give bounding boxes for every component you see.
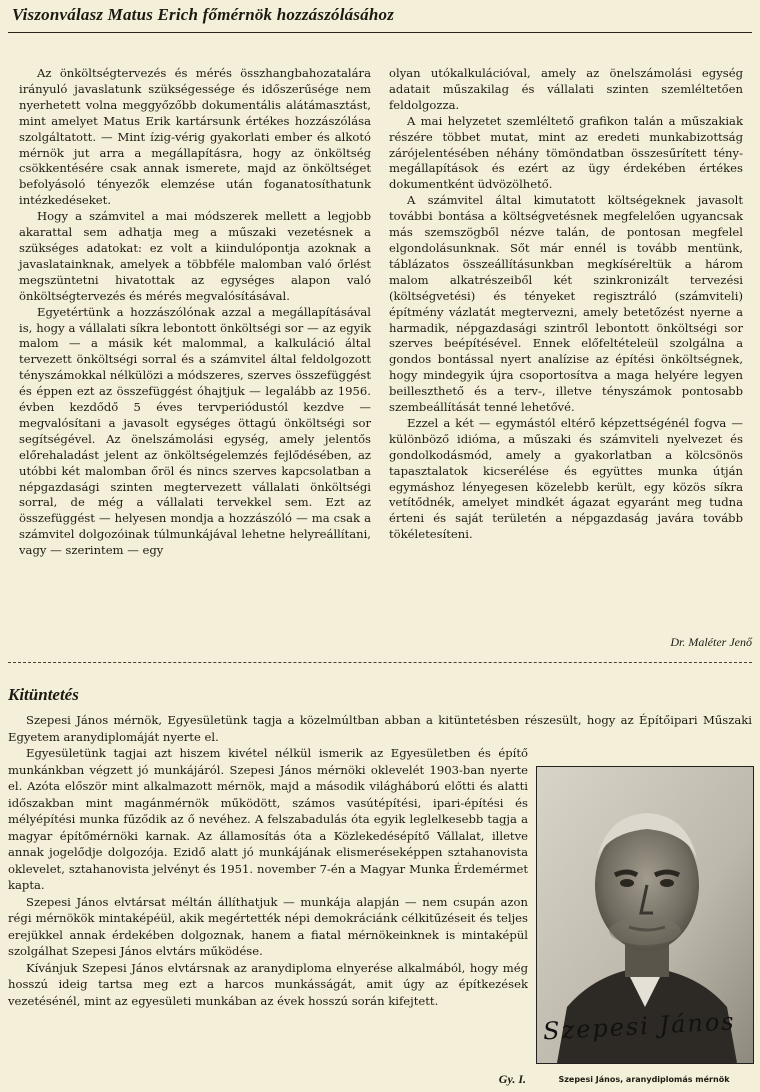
paragraph: Hogy a számvitel a mai módszerek mellett a legjobb akarattal sem adhatja meg a műszaki vezetésnek a szükséges adatokat: ez volt a kiindulópontja azoknak a javaslatainknak, amelyek a többféle malomban való őrlést megszüntetni hivatottak az egységes alapon való önköltségtervezés és mérés megvalósításával. [19,209,371,303]
photo-caption: Szepesi János, aranydiplomás mérnök [558,1075,730,1084]
paragraph: olyan utókalkulációval, amely az önelszámolási egység adatait műszakilag és vállalati szinten szemléltetően feldolgozza. [389,66,743,112]
paragraph: Az önköltségtervezés és mérés összhangbahozatalára irányuló javaslatunk szükségessége és időszerűsége nem nyerhetett volna meggyőzőbb dokumentális alátámasztást, mint amelyet Matus Erik kartársunk értékes hozzászólása szolgáltatott. — Mint ízig-vérig gyakorlati ember és alkotó mérnök jut arra a megállapításra, hogy az önköltség csökkentésére csak annak ismerete, majd az önköltséget befolyásoló tényezők elemzése után foganatosíthatunk intézkedéseket. [19,66,371,208]
title-divider [8,32,752,33]
article-title: Viszonválasz Matus Erich főmérnök hozzászólásához [12,5,395,24]
paragraph: Szepesi János elvtársat méltán állíthatjuk — munkája alapján — nem csupán azon régi mérnökök mintaképéül, akik megértették népi demokráciánk célkitűzéseit és teljes erejükkel annak érdekében dolgoznak, hanem a fiatal mérnökeinknek is mintaképül szolgálhat Szepesi János elvtárs működése. [8,894,528,958]
award-body [8,745,528,1009]
author-initials: Gy. I. [498,1072,526,1086]
award-intro [8,712,752,745]
paragraph: Egyetértünk a hozzászólónak azzal a megállapításával is, hogy a vállalati síkra lebontott önköltségi sor — az egyik malom — a másik két malommal, a kalkuláció által tervezett önköltségi sorral és a számvitel által feldolgozott tényszámokkal nélkülözi a módszeres, szerves összefüggést és éppen ezt az összefüggést óhajtjuk — legalább az 1956. évben kezdődő 5 éves tervperiódustól kezdve — megvalósítani a javasolt egységes öttagú önköltségi sor segítségével. Az önelszámolási egység, amely jelentős előrehaladást jelent az önköltségelemzés fejlődésében, az utóbbi két malomban őröl és nincs szerves kapcsolatban a népgazdasági szinten megtervezett vállalati önköltségi sorral, de még a vállalati tervekkel sem. Ezt az összefüggést — helyesen mondja a hozzászóló — ma csak a számvitel dolgozóinak túlmunkájával lehetne helyreállítani, vagy — szerintem — egy [19,304,371,558]
paragraph: Szepesi János mérnök, Egyesületünk tagja a közelmúltban abban a kitüntetésben részesült, hogy az Építőipari Műszaki Egyetem aranydiplomáját nyerte el. [8,713,752,744]
paragraph: Ezzel a két — egymástól eltérő képzettségénél fogva — különböző idióma, a műszaki és számviteli nyelvezet és gondolkodásmód, amely a gyakorlatban a kölcsönös tapasztalatok kicserélése és együttes munka útján egymáshoz lényegesen közelebb került, egy közös síkra vetítődnék, amelyet mindkét ágazat egyaránt meg tudna érteni és saját területén a népgazdaság javára tovább tökéletesíteni. [389,415,743,542]
article-left-column [19,66,371,559]
photo-signature: Szepesi János [542,1007,737,1046]
paragraph: A mai helyzetet szemléltető grafikon talán a műszakiak részére többet mutat, mint az eredeti munkabizottság zárójelentésében néhány tömöndatban összesűrített ténymegállapítások és ezért az ügy érdekében értékes dokumentként üdvözölhető. [389,113,743,192]
article-right-column [389,66,743,543]
author-signature: Dr. Maléter Jenő [670,635,752,649]
portrait-photo [536,766,754,1064]
paragraph: Kívánjuk Szepesi János elvtársnak az aranydiploma elnyerése alkalmából, hogy még hosszú ideig tartsa meg ezt a harcos munkásságát, amit úgy az építkezések vezetésénél, mint az egyesületi munkában az évek hosszú során kifejtett. [8,960,528,1008]
paragraph: A számvitel által kimutatott költségeknek javasolt további bontása a költségvetésnek megfelelően ugyancsak más szemszögből nézve talán, de pontosan megfelel elgondolásunknak. Sőt már ennél is tovább mentünk, táblázatos összeállításunkban megkíséreltük a három malom alkatrészeiből két szinkronizált tervezési (költségvetési) és tényeket regisztráló (számviteli) építmény vázlatát megtervezni, amely betetőzést nyerne a harmadik, népgazdasági szintről lebontott önköltségi sor szerves beépítésével. Ennek előfeltételeül szolgálna a gondos bontással nyert analízise az építési önköltségnek, hogy mindegyik újra csoportosítva a maga helyére legyen beilleszthető és a terv-, illetve tényszámok pontosabb szembeállítását tenné lehetővé. [389,193,743,415]
section-divider [8,662,752,663]
section-title: Kitüntetés [8,685,79,704]
paragraph: Egyesületünk tagjai azt hiszem kivétel nélkül ismerik az Egyesületben és építő munkánkban végzett jó munkájáról. Szepesi János mérnöki oklevelét 1903-ban nyerte el. Azóta először mint alkalmazott mérnök, majd a második világháború előtti és alatti időszakban mint magánmérnök működött, számos vasútépítési, ipari-építési és mélyépítési munka fűződik az ő nevéhez. A felszabadulás óta egyik leglelkesebb tagja a magyar építőmérnöki karnak. Az államosítás óta a Közlekedésépítő Vállalat, illetve annak jogelődje dolgozója. Ezidő alatt jó munkájának elismeréseképpen sztahanovista oklevelet, sztahanovista jelvényt és 1951. november 7-én a Magyar Munka Érdemérmet kapta. [8,746,528,892]
